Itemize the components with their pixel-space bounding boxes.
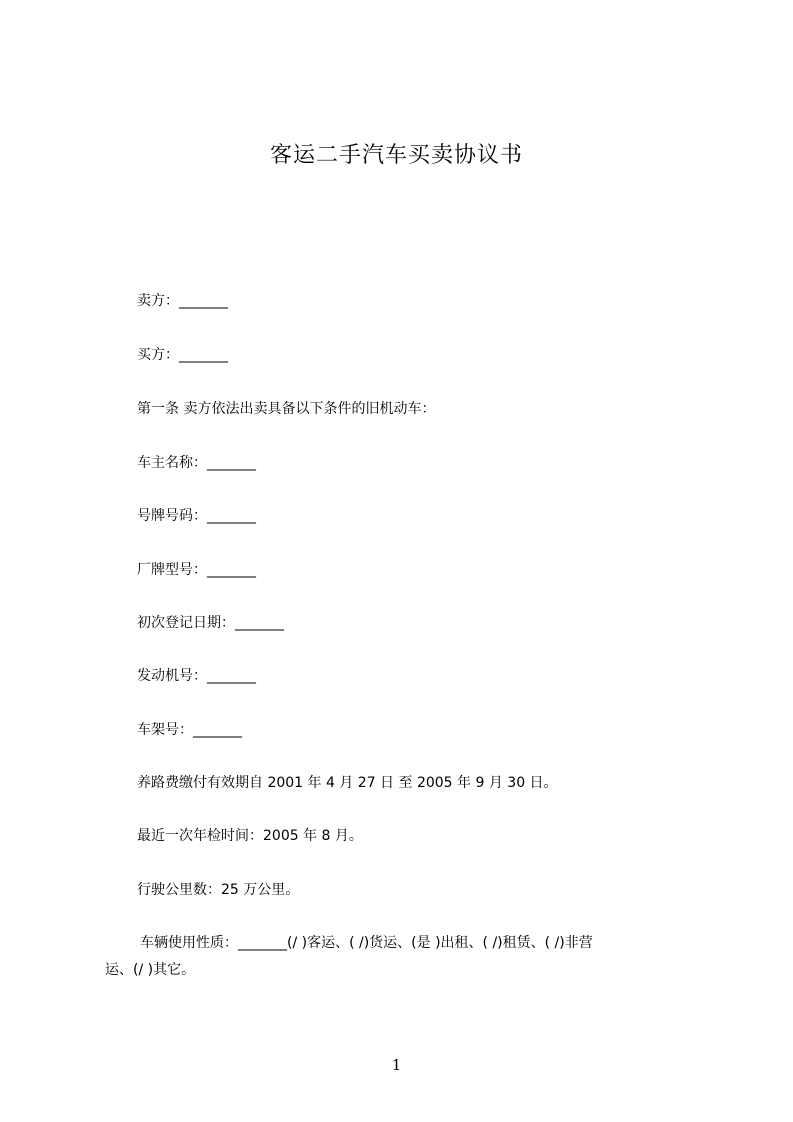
page-number: 1 [391,1056,402,1074]
usage-nature-line-2: 运、(/ )其它。 [105,962,196,978]
last-inspection-line: 最近一次年检时间：2005 年 8 月。 [137,828,363,844]
owner-name-line: 车主名称：_______ [137,455,256,471]
buyer-line: 买方：_______ [137,347,228,363]
road-fee-validity-line: 养路费缴付有效期自 2001 年 4 月 27 日 至 2005 年 9 月 30 日。 [137,775,558,791]
usage-nature-line-1: 车辆使用性质：_______(/ )客运、( /)货运、(是 )出租、( /)租赁、( /)非营 [140,935,593,951]
chassis-number-line: 车架号：_______ [137,722,242,738]
document-title: 客运二手汽车买卖协议书 [269,143,523,168]
first-registration-date-line: 初次登记日期：_______ [137,615,284,631]
plate-number-line: 号牌号码：_______ [137,508,256,524]
engine-number-line: 发动机号：_______ [137,668,256,684]
article-one-line: 第一条 卖方依法出卖具备以下条件的旧机动车： [137,401,436,417]
brand-model-line: 厂牌型号：_______ [137,562,256,578]
seller-line: 卖方：_______ [137,293,228,309]
mileage-line: 行驶公里数：25 万公里。 [137,882,300,898]
